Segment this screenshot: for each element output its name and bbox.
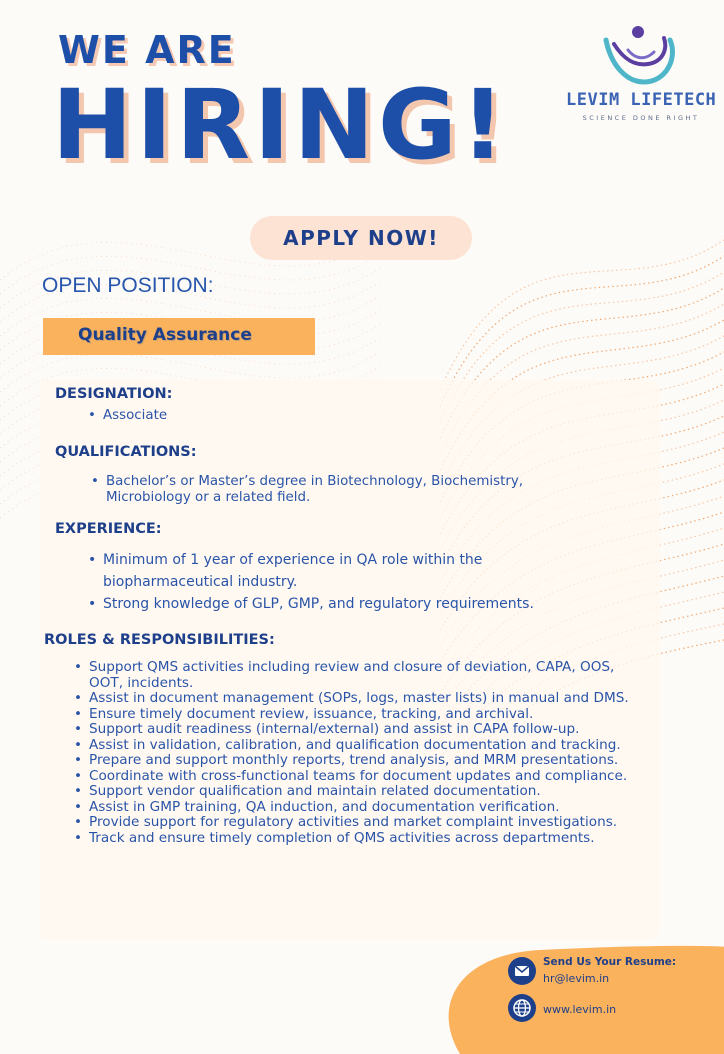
experience-heading: EXPERIENCE: — [55, 521, 162, 537]
position-title-box — [43, 318, 315, 355]
list-item: • Support QMS activities including review and closure of deviation, CAPA, OOS, OOT, incidents. — [89, 660, 649, 691]
list-item: • Assist in validation, calibration, and qualification documentation and tracking. — [89, 738, 649, 754]
contact-title: Send Us Your Resume: — [543, 956, 677, 968]
list-item: • Provide support for regulatory activities and market complaint investigations. — [89, 815, 649, 831]
apply-now-button[interactable]: APPLY NOW! — [250, 216, 472, 260]
position-title: Quality Assurance — [78, 325, 252, 345]
list-item: • Minimum of 1 year of experience in QA role within the biopharmaceutical industry. — [103, 549, 583, 593]
list-item: • Associate — [103, 408, 167, 423]
designation-heading: DESIGNATION: — [55, 386, 173, 402]
headline-hiring: HIRING! — [52, 69, 509, 181]
levim-logo-icon — [566, 20, 716, 90]
list-item: • Track and ensure timely completion of QMS activities across departments. — [89, 831, 649, 847]
designation-list — [103, 408, 167, 423]
headline-we-are: WE ARE — [58, 28, 236, 72]
experience-list — [103, 549, 583, 615]
brand-tagline: SCIENCE DONE RIGHT — [582, 114, 700, 122]
list-item: • Strong knowledge of GLP, GMP, and regulatory requirements. — [103, 593, 583, 615]
list-item: • Support vendor qualification and maintain related documentation. — [89, 784, 649, 800]
contact-email-link[interactable]: hr@levim.in — [543, 972, 610, 985]
list-item: • Ensure timely document review, issuance, tracking, and archival. — [89, 707, 649, 723]
roles-list — [89, 660, 649, 846]
list-item: • Support audit readiness (internal/external) and assist in CAPA follow-up. — [89, 722, 649, 738]
wave-line — [440, 240, 724, 390]
brand-logo — [566, 20, 716, 130]
open-position-heading: OPEN POSITION: — [42, 274, 214, 297]
list-item: • Bachelor’s or Master’s degree in Biotechnology, Biochemistry, Microbiology or a related field. — [106, 474, 566, 506]
qualifications-list — [106, 474, 566, 506]
contact-website-link[interactable]: www.levim.in — [543, 1003, 617, 1016]
brand-name: LEVIM LIFETECH — [566, 90, 717, 110]
roles-heading: ROLES & RESPONSIBILITIES: — [44, 632, 275, 648]
globe-icon — [508, 994, 536, 1022]
list-item: • Prepare and support monthly reports, trend analysis, and MRM presentations. — [89, 753, 649, 769]
list-item: • Assist in GMP training, QA induction, and documentation verification. — [89, 800, 649, 816]
mail-icon — [508, 957, 536, 985]
list-item: • Assist in document management (SOPs, logs, master lists) in manual and DMS. — [89, 691, 649, 707]
list-item: • Coordinate with cross-functional teams for document updates and compliance. — [89, 769, 649, 785]
qualifications-heading: QUALIFICATIONS: — [55, 444, 197, 460]
